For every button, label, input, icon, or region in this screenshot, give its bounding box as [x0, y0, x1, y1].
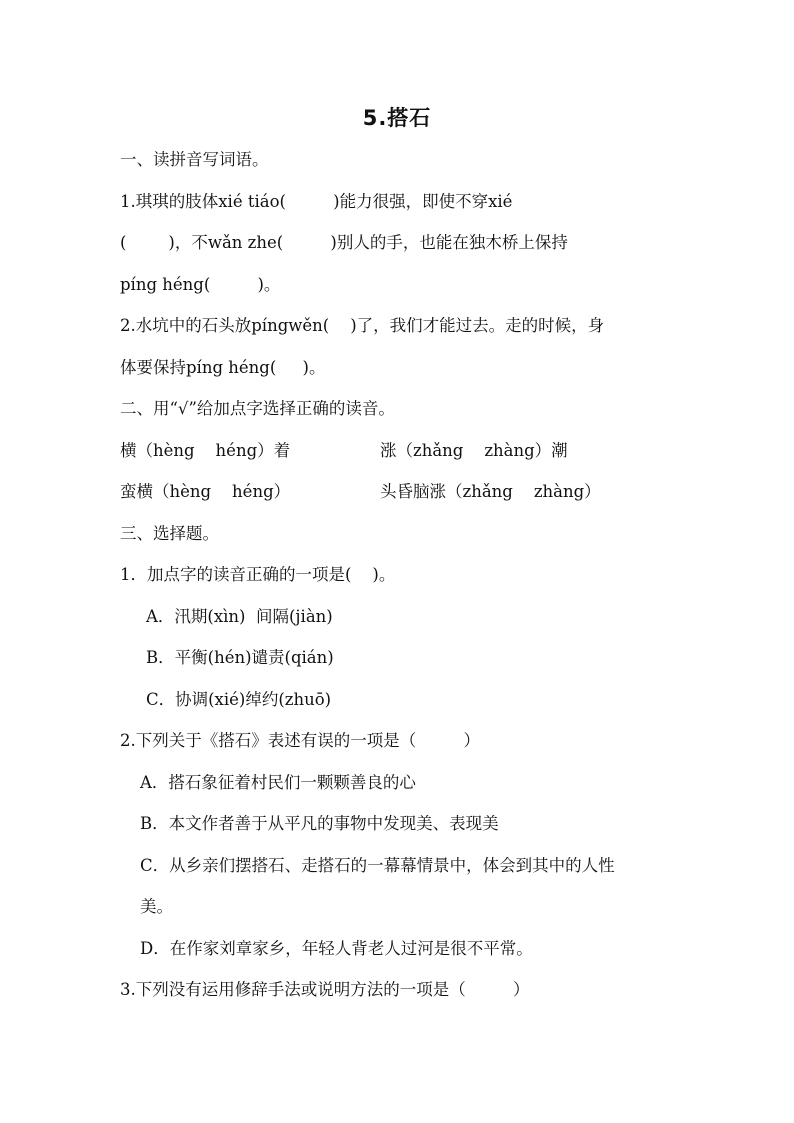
question-text: 2.水坑中的石头放píngwěn( )了，我们才能过去。走的时候，身 [120, 316, 605, 335]
answer-option: A．搭石象征着村民们一颗颗善良的心 [140, 773, 416, 792]
question-stem: 3.下列没有运用修辞手法或说明方法的一项是（ ） [120, 980, 530, 999]
answer-option: B．本文作者善于从平凡的事物中发现美、表现美 [140, 814, 499, 833]
section1-heading: 一、读拼音写词语。 [120, 150, 269, 169]
answer-option: B．平衡(hén)谴责(qián) [146, 648, 334, 667]
question-text: píng héng( )。 [120, 275, 281, 294]
question-text: ( )，不wǎn zhe( )别人的手，也能在独木桥上保持 [120, 233, 568, 252]
pinyin-choice-item: 横（hèng héng）着 [120, 441, 291, 460]
answer-option: C．从乡亲们摆搭石、走搭石的一幕幕情景中，体会到其中的人性 [140, 856, 615, 875]
question-stem: 1．加点字的读音正确的一项是( )。 [120, 565, 396, 584]
section3-heading: 三、选择题。 [120, 524, 219, 543]
answer-option: A．汛期(xìn) 间隔(jiàn) [146, 607, 333, 626]
pinyin-choice-item: 涨（zhǎng zhàng）潮 [380, 441, 568, 460]
section2-heading: 二、用“√”给加点字选择正确的读音。 [120, 399, 395, 418]
answer-option: C．协调(xié)绰约(zhuō) [146, 690, 332, 709]
answer-option: D．在作家刘章家乡，年轻人背老人过河是很不平常。 [140, 939, 533, 958]
pinyin-choice-item: 头昏脑涨（zhǎng zhàng） [380, 482, 601, 501]
question-text: 体要保持píng héng( )。 [120, 358, 326, 377]
question-stem: 2.下列关于《搭石》表述有误的一项是（ ） [120, 731, 480, 750]
answer-option-continuation: 美。 [140, 897, 173, 916]
question-text: 1.琪琪的肢体xié tiáo( )能力很强，即使不穿xié [120, 192, 513, 211]
pinyin-choice-item: 蛮横（hèng héng） [120, 482, 291, 501]
page-title: 5.搭石 [362, 106, 432, 130]
